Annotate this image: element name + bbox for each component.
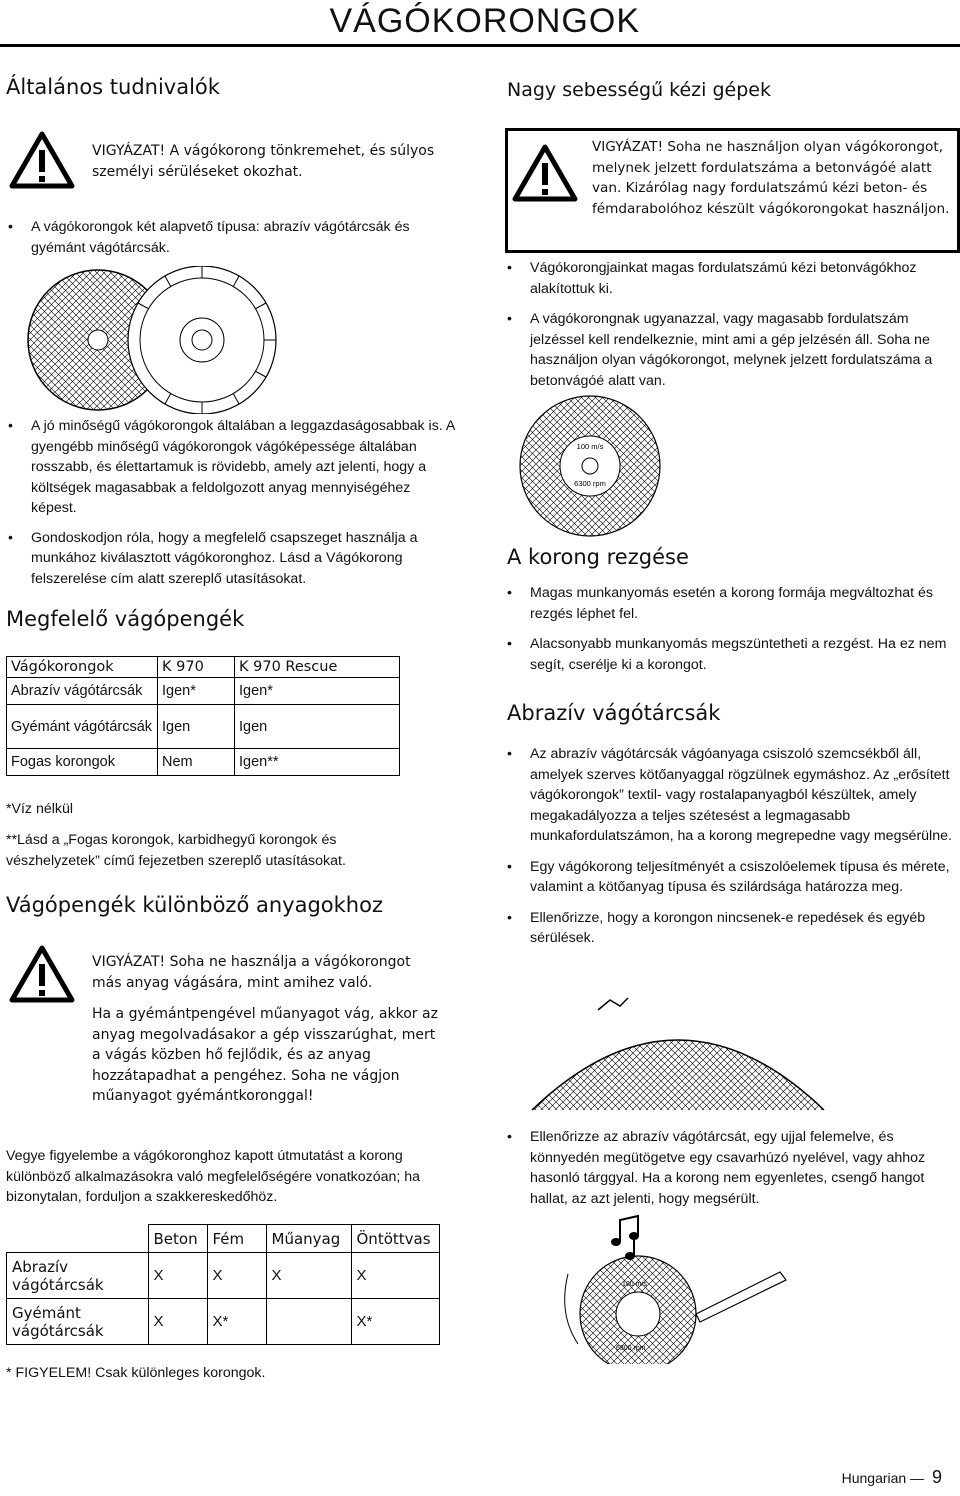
list-item: • Ellenőrizze az abrazív vágótárcsát, egy ujjal felemelve, és könnyedén megütögetve egy csavarhúzó nyelével, vagy ahhoz hasonló tárggyal. Ha a korong nem egyenletes, csengő hangot hallat, az azt jelenti, hogy megsérült. bbox=[505, 1127, 955, 1209]
table-header: Vágókorongok bbox=[7, 657, 158, 678]
bullet-list-abrasive bbox=[505, 744, 955, 958]
table-header: Beton bbox=[148, 1225, 207, 1253]
table-row bbox=[7, 1253, 440, 1299]
table-cell: Igen bbox=[158, 705, 235, 749]
table-row bbox=[7, 1299, 440, 1345]
table-cell: X* bbox=[207, 1299, 266, 1345]
disc-rpm-label: 6300 rpm bbox=[574, 479, 606, 488]
table-cell: Gyémánt vágótárcsák bbox=[7, 705, 158, 749]
table-cell: X bbox=[207, 1253, 266, 1299]
warning-icon bbox=[8, 130, 76, 194]
table-header: Öntöttvas bbox=[351, 1225, 440, 1253]
table-header: Műanyag bbox=[266, 1225, 351, 1253]
table-header: K 970 Rescue bbox=[235, 657, 400, 678]
footer-language: Hungarian bbox=[841, 1470, 907, 1486]
table-cell bbox=[266, 1299, 351, 1345]
list-item: • A vágókorongok két alapvető típusa: abrazív vágótárcsák és gyémánt vágótárcsák. bbox=[6, 217, 456, 258]
table-cell: Nem bbox=[158, 749, 235, 776]
page-footer bbox=[842, 1467, 942, 1488]
table-header: K 970 bbox=[158, 657, 235, 678]
list-item: • Alacsonyabb munkanyomás megszüntetheti a rezgést. Ha ez nem segít, cserélje ki a korongot. bbox=[505, 634, 955, 675]
table-cell: Igen* bbox=[235, 678, 400, 705]
table-cell: Igen** bbox=[235, 749, 400, 776]
suitable-blades-heading: Megfelelő vágópengék bbox=[6, 607, 245, 631]
page-number: 9 bbox=[931, 1467, 942, 1487]
materials-heading: Vágópengék különböző anyagokhoz bbox=[6, 893, 383, 917]
bullet-list-types bbox=[6, 217, 456, 267]
music-note-icon bbox=[611, 1216, 639, 1260]
table-header-row bbox=[7, 1225, 440, 1253]
header-rule bbox=[0, 44, 960, 47]
table-header bbox=[7, 1225, 149, 1253]
table-cell: Abrazív vágótárcsák bbox=[7, 678, 158, 705]
warning-text: VIGYÁZAT! Soha ne használjon olyan vágókorongot, melynek jelzett fordulatszáma a betonvágóé alatt van. Kizárólag nagy fordulatszámú kézi beton- és fémdarabolóhoz készült vágókorongokat használjon. bbox=[592, 139, 950, 217]
list-item: • Egy vágókorong teljesítményét a csiszolóelemek típusa és mérete, valamint a kötőanyag típusa és szilárdsága határozza meg. bbox=[505, 857, 955, 898]
note-special: * FIGYELEM! Csak különleges korongok. bbox=[6, 1365, 266, 1381]
abrasive-heading: Abrazív vágótárcsák bbox=[507, 701, 721, 725]
table-cell: X* bbox=[351, 1299, 440, 1345]
table-cell: Fogas korongok bbox=[7, 749, 158, 776]
warning-general bbox=[92, 141, 442, 182]
warning-icon bbox=[8, 944, 76, 1008]
table-row bbox=[7, 705, 400, 749]
table-header-row bbox=[7, 657, 400, 678]
note-water: *Víz nélkül bbox=[6, 801, 74, 817]
bullet-list-tap bbox=[505, 1127, 955, 1218]
list-item: • Magas munkanyomás esetén a korong formája megváltozhat és rezgés léphet fel. bbox=[505, 583, 955, 624]
tap-disc-speed-label: 100 m/s bbox=[622, 1281, 647, 1288]
suitable-blades-table bbox=[6, 656, 400, 776]
list-item: • Vágókorongjainkat magas fordulatszámú kézi betonvágókhoz alakítottuk ki. bbox=[505, 258, 955, 299]
vibration-heading: A korong rezgése bbox=[507, 545, 689, 569]
list-item: • Az abrazív vágótárcsák vágóanyaga csiszoló szemcsékből áll, amelyek szerves kötőanyaggal rögzülnek egymáshoz. Az „erősített vágókorongok” textil- vagy rostalapanyagból készültek, amely megakadályozza a teljes szétesést a legmagasabb munkafordulatszámon, ha a korong megrepedne vagy megsérülne. bbox=[505, 744, 955, 847]
page-title: VÁGÓKORONGOK bbox=[329, 2, 640, 40]
table-cell: Igen* bbox=[158, 678, 235, 705]
tap-disc-rpm-label: 6300 rpm bbox=[616, 1345, 646, 1352]
table-cell: X bbox=[148, 1299, 207, 1345]
materials-intro: Vegye figyelembe a vágókoronghoz kapott útmutatást a korong különböző alkalmazásokra való megfelelőségére vonatkozóan; ha bizonytalan, forduljon a szakkereskedőhöz. bbox=[6, 1148, 421, 1205]
warning-box bbox=[505, 128, 960, 253]
disc-speed-label: 100 m/s bbox=[576, 442, 604, 451]
list-item: • Ellenőrizze, hogy a korongon nincsenek-e repedések és egyéb sérülések. bbox=[505, 908, 955, 949]
list-item: • Gondoskodjon róla, hogy a megfelelő csapszeget használja a munkához kiválasztott vágókoronghoz. Lásd a Vágókorong felszerelése cím alatt szereplő utasításokat. bbox=[6, 528, 456, 590]
cracked-disc-illustration bbox=[528, 990, 828, 1116]
table-cell: Igen bbox=[235, 705, 400, 749]
table-cell: Gyémánt vágótárcsák bbox=[7, 1299, 149, 1345]
list-item: • A vágókorongnak ugyanazzal, vagy magasabb fordulatszám jelzéssel kell rendelkeznie, mint ami a gép jelzésén áll. Soha ne használjon olyan vágókorongot, melynek jelzett fordulatszáma a betonvágóé alatt van. bbox=[505, 309, 955, 391]
footer-dash: — bbox=[910, 1470, 925, 1486]
bullet-list-vibration bbox=[505, 583, 955, 684]
rated-disc-illustration bbox=[508, 394, 674, 542]
warning-text: Ha a gyémántpengével műanyagot vág, akkor az anyag megolvadásakor a gép visszarúghat, mert a vágás közben hő fejlődik, és az anyag hozzátapadhat a pengéhez. Soha ne vágjon műanyagot gyémántkoronggal! bbox=[92, 1006, 438, 1104]
warning-materials bbox=[92, 952, 444, 1107]
warning-text: VIGYÁZAT! Soha ne használja a vágókorongot más anyag vágására, mint amihez való. bbox=[92, 954, 411, 991]
table-cell: Abrazív vágótárcsák bbox=[7, 1253, 149, 1299]
table-cell: X bbox=[148, 1253, 207, 1299]
list-item: • A jó minőségű vágókorongok általában a leggazdaságosabbak is. A gyengébb minőségű vágókorongok vágóképessége általában rosszabb, és élettartamuk is rövidebb, amely azt jelenti, hogy a költségek magasabbak a feldolgozott anyag mennyiségéhez képest. bbox=[6, 416, 456, 519]
warning-icon bbox=[511, 143, 579, 207]
general-heading: Általános tudnivalók bbox=[6, 75, 220, 99]
note-toothed: **Lásd a „Fogas korongok, karbidhegyű korongok és vészhelyzetek” című fejezetben szereplő utasításokat. bbox=[6, 832, 346, 869]
table-cell: X bbox=[351, 1253, 440, 1299]
warning-text: A vágókorong tönkremehet, és súlyos személyi sérüléseket okozhat. bbox=[92, 143, 435, 180]
table-cell: X bbox=[266, 1253, 351, 1299]
highspeed-heading: Nagy sebességű kézi gépek bbox=[507, 79, 771, 101]
bullet-list-highspeed bbox=[505, 258, 955, 400]
warning-label: VIGYÁZAT! bbox=[92, 143, 166, 159]
screwdriver-icon bbox=[696, 1272, 786, 1322]
bullet-list-quality bbox=[6, 416, 456, 598]
table-header: Fém bbox=[207, 1225, 266, 1253]
tap-test-illustration bbox=[558, 1214, 798, 1368]
materials-table bbox=[6, 1224, 440, 1345]
table-row bbox=[7, 678, 400, 705]
blade-illustration bbox=[20, 266, 280, 418]
table-row bbox=[7, 749, 400, 776]
